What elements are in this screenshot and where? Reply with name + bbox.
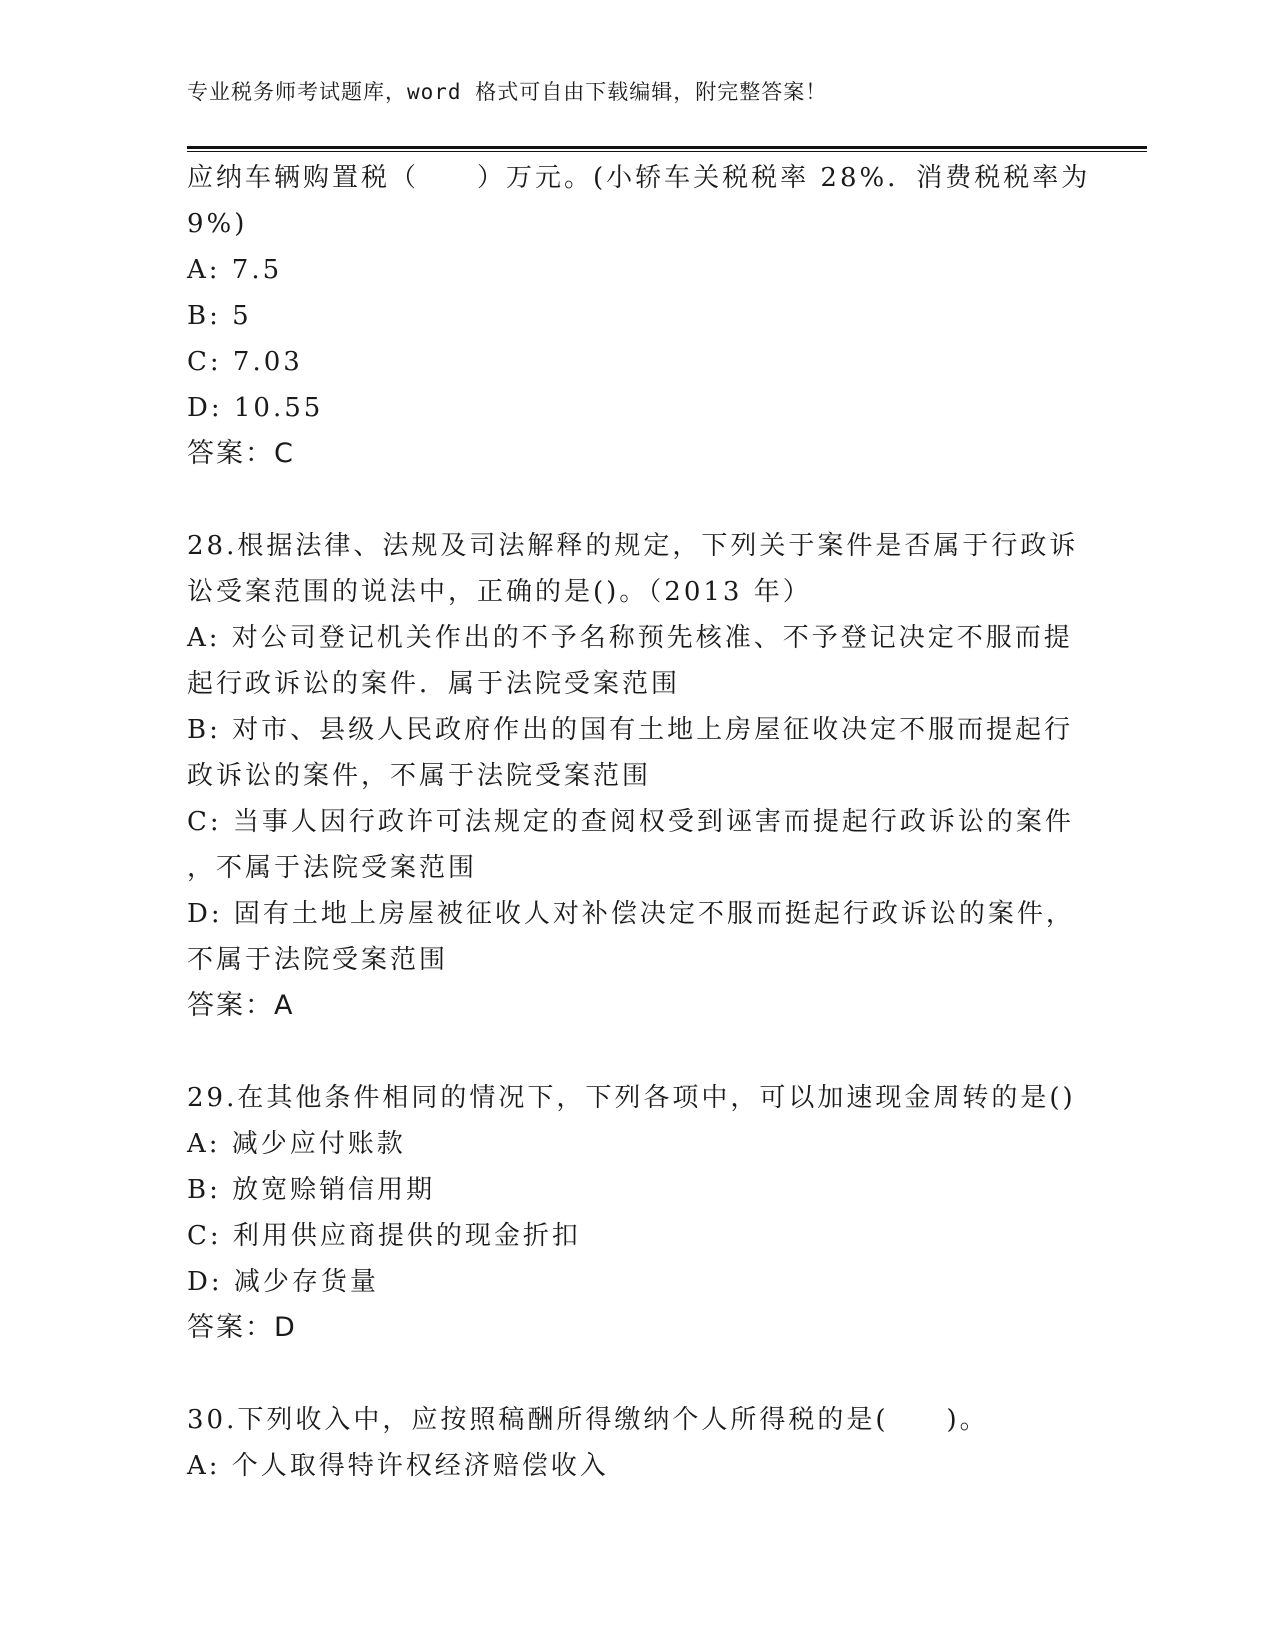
option-a-continued: 起行政诉讼的案件．属于法院受案范围 bbox=[187, 669, 681, 699]
option-b-continued: 政诉讼的案件，不属于法院受案范围 bbox=[187, 761, 652, 791]
spacer bbox=[187, 1351, 1087, 1397]
answer-label: 答案：C bbox=[187, 438, 295, 469]
answer-label: 答案：A bbox=[187, 990, 295, 1021]
option-a: A: 7.5 bbox=[187, 255, 283, 285]
option-d: D: 固有土地上房屋被征收人对补偿决定不服而挺起行政诉讼的案件， bbox=[187, 899, 1075, 929]
question-27 bbox=[187, 155, 1091, 477]
spacer bbox=[187, 477, 1087, 523]
option-b: B: 放宽赊销信用期 bbox=[187, 1175, 436, 1205]
option-c-continued: ，不属于法院受案范围 bbox=[187, 853, 478, 883]
option-b: B: 5 bbox=[187, 301, 252, 331]
question-stem-line: 28.根据法律、法规及司法解释的规定，下列关于案件是否属于行政诉 bbox=[187, 531, 1079, 561]
header-divider-thick bbox=[187, 146, 1147, 149]
spacer bbox=[187, 1029, 1087, 1075]
option-d-continued: 不属于法院受案范围 bbox=[187, 945, 449, 975]
answer-label: 答案：D bbox=[187, 1312, 297, 1343]
question-29 bbox=[187, 1075, 1087, 1351]
option-a: A: 个人取得特许权经济赔偿收入 bbox=[187, 1451, 609, 1481]
header-divider bbox=[187, 146, 1147, 152]
option-b: B: 对市、县级人民政府作出的国有土地上房屋征收决定不服而提起行 bbox=[187, 715, 1074, 745]
question-stem-line: 应纳车辆购置税（ ）万元。(小轿车关税税率 28%．消费税税率为 bbox=[187, 163, 1091, 193]
option-a: A: 对公司登记机关作出的不予名称预先核准、不予登记决定不服而提 bbox=[187, 623, 1073, 653]
question-stem-line: 29.在其他条件相同的情况下，下列各项中，可以加速现金周转的是() bbox=[187, 1083, 1076, 1113]
question-stem-line: 讼受案范围的说法中，正确的是()。（2013 年） bbox=[187, 577, 812, 607]
question-stem-line: 9%) bbox=[187, 209, 248, 239]
page-header: 专业税务师考试题库，word 格式可自由下载编辑，附完整答案！ bbox=[187, 80, 828, 104]
option-c: C: 7.03 bbox=[187, 347, 303, 377]
question-stem-line: 30.下列收入中，应按照稿酬所得缴纳个人所得税的是( )。 bbox=[187, 1405, 989, 1435]
option-c: C: 当事人因行政许可法规定的查阅权受到诬害而提起行政诉讼的案件 bbox=[187, 807, 1074, 837]
option-d: D: 10.55 bbox=[187, 393, 324, 423]
option-c: C: 利用供应商提供的现金折扣 bbox=[187, 1221, 581, 1251]
header-divider-thin bbox=[187, 151, 1147, 152]
option-a: A: 减少应付账款 bbox=[187, 1129, 406, 1159]
question-30 bbox=[187, 1397, 1087, 1489]
question-28 bbox=[187, 523, 1087, 1029]
option-d: D: 减少存货量 bbox=[187, 1267, 379, 1297]
question-list bbox=[187, 155, 1091, 1489]
